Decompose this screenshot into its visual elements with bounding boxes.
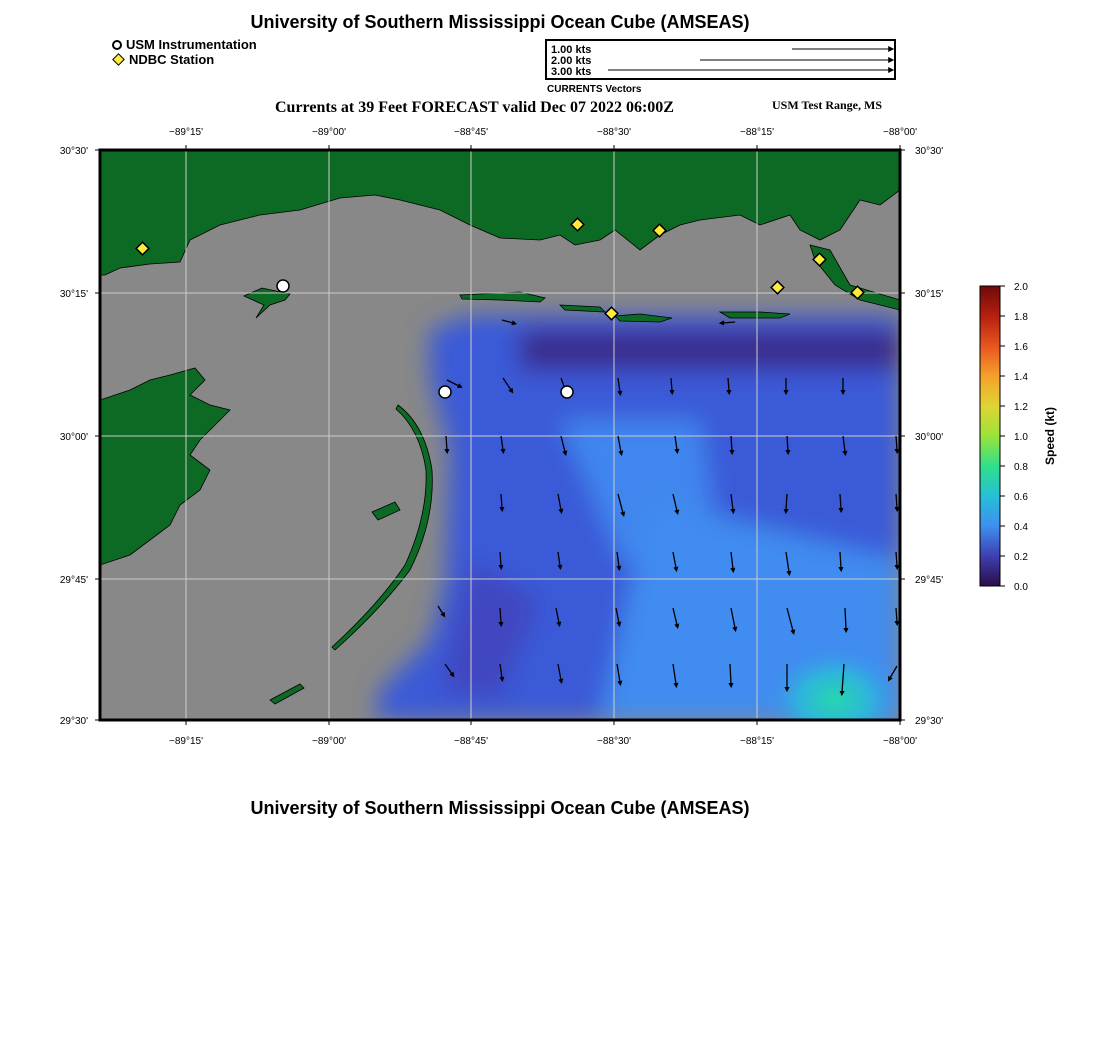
lon-tick-label: −88°00' <box>883 736 917 747</box>
map-area <box>100 150 905 755</box>
vector-scale-caption: CURRENTS Vectors <box>547 84 642 95</box>
lat-tick-label: 29°30' <box>59 716 88 727</box>
scale-label-3: 3.00 kts <box>551 66 592 78</box>
lat-tick-label: 30°15' <box>915 289 944 300</box>
colorbar-tick: 0.2 <box>1014 552 1028 563</box>
scale-label-2: 2.00 kts <box>551 55 592 67</box>
lon-tick-label: −89°15' <box>169 127 203 138</box>
colorbar-tick: 1.6 <box>1014 342 1028 353</box>
lon-tick-label: −88°30' <box>597 127 631 138</box>
right-lat-labels <box>915 146 943 727</box>
map-subtitle: Currents at 39 Feet FORECAST valid Dec 07 2022 06:00Z <box>275 99 674 116</box>
usm-station-marker[interactable] <box>277 280 289 292</box>
lat-tick-label: 30°15' <box>59 289 88 300</box>
lat-tick-label: 29°30' <box>915 716 944 727</box>
speed-colorbar <box>980 282 1057 593</box>
legend-usm-label: USM Instrumentation <box>126 37 257 52</box>
lon-tick-label: −88°15' <box>740 736 774 747</box>
lat-tick-label: 30°30' <box>915 146 944 157</box>
lon-tick-label: −88°45' <box>454 736 488 747</box>
colorbar-tick: 0.8 <box>1014 462 1028 473</box>
bottom-lon-labels <box>169 736 917 747</box>
lat-tick-label: 30°00' <box>59 432 88 443</box>
vector-scale-box <box>546 40 895 79</box>
lon-tick-label: −88°00' <box>883 127 917 138</box>
petit-bois-island <box>720 312 790 318</box>
lon-tick-label: −89°00' <box>312 736 346 747</box>
colorbar-tick: 0.0 <box>1014 582 1028 593</box>
map-title: University of Southern Mississippi Ocean Cube (AMSEAS) <box>250 12 750 32</box>
scale-label-1: 1.00 kts <box>551 44 592 56</box>
colorbar-tick: 1.8 <box>1014 312 1028 323</box>
lat-tick-label: 29°45' <box>59 575 88 586</box>
colorbar-tick: 1.2 <box>1014 402 1028 413</box>
lon-tick-label: −88°15' <box>740 127 774 138</box>
lat-tick-label: 30°30' <box>59 146 88 157</box>
bottom-title: University of Southern Mississippi Ocean Cube (AMSEAS) <box>250 798 750 818</box>
colorbar-scale <box>980 286 1000 586</box>
lat-tick-label: 29°45' <box>915 575 944 586</box>
colorbar-tick: 1.4 <box>1014 372 1028 383</box>
lon-tick-label: −88°45' <box>454 127 488 138</box>
colorbar-tick: 0.4 <box>1014 522 1028 533</box>
usm-station-marker[interactable] <box>561 386 573 398</box>
lat-tick-label: 30°00' <box>915 432 944 443</box>
colorbar-label: Speed (kt) <box>1043 406 1057 466</box>
top-lon-labels <box>169 127 917 138</box>
lon-tick-label: −88°30' <box>597 736 631 747</box>
usm-station-marker[interactable] <box>439 386 451 398</box>
colorbar-tick: 0.6 <box>1014 492 1028 503</box>
lon-tick-label: −89°00' <box>312 127 346 138</box>
lon-tick-label: −89°15' <box>169 736 203 747</box>
left-lat-labels <box>60 146 88 727</box>
colorbar-tick: 1.0 <box>1014 432 1028 443</box>
legend-ndbc-label: NDBC Station <box>129 52 215 67</box>
region-label: USM Test Range, MS <box>772 98 883 112</box>
colorbar-tick: 2.0 <box>1014 282 1028 293</box>
